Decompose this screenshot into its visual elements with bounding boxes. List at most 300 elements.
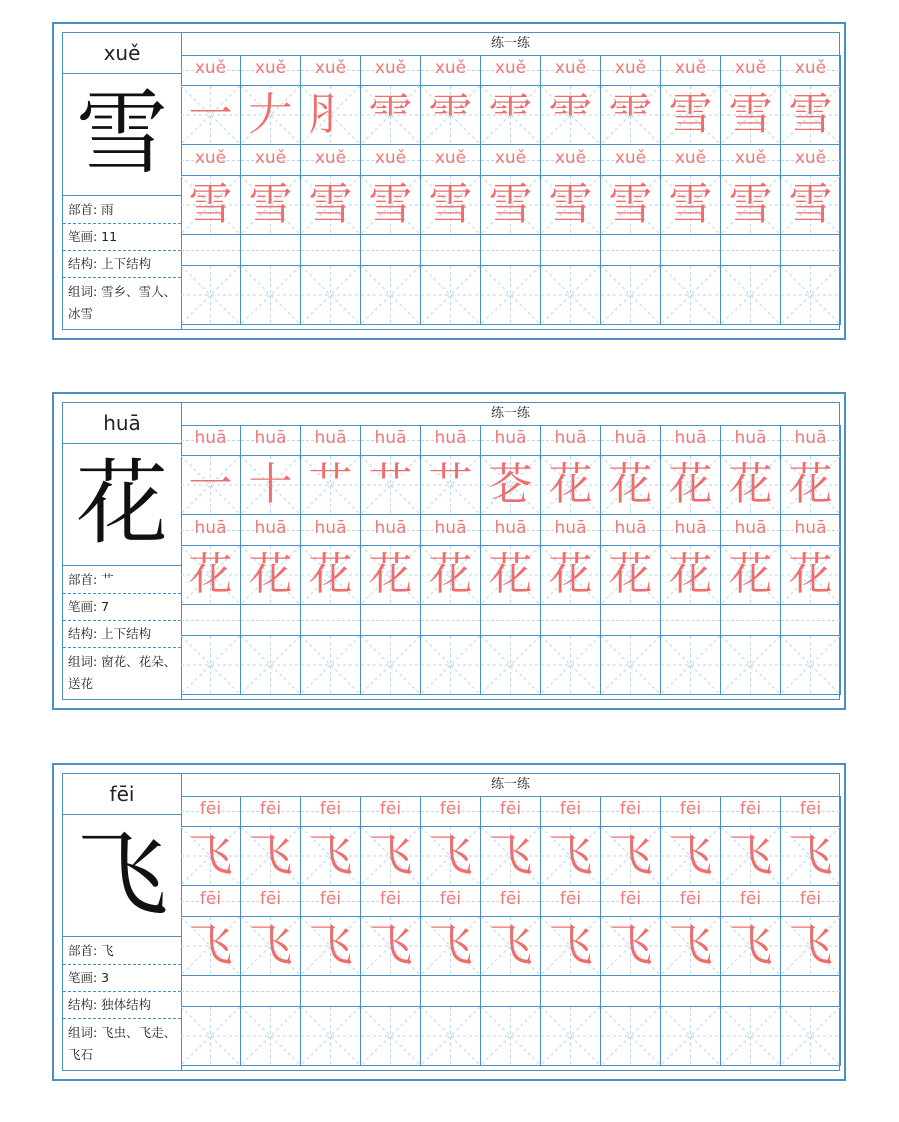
pinyin-cell[interactable] [241,235,301,265]
trace-character: 雪 [788,179,833,230]
trace-character: 雪 [668,89,713,140]
writing-cell [181,455,241,515]
writing-cell[interactable] [481,265,541,325]
pinyin-cell [421,796,481,826]
trace-pinyin: fēi [799,889,822,909]
pinyin-cell [781,886,841,916]
character-info-panel [62,773,182,1071]
guide-lines [181,636,240,694]
pinyin-cell [721,55,781,85]
trace-pinyin: fēi [259,889,282,909]
guide-lines [781,1007,840,1065]
trace-character: 花 [728,459,773,510]
writing-cell[interactable] [661,635,721,695]
trace-character: 花 [788,459,833,510]
writing-cell[interactable] [301,635,361,695]
writing-cell[interactable] [721,265,781,325]
trace-pinyin: huā [254,428,287,448]
trace-character: 飞 [188,920,233,971]
word-examples: 组词: 飞虫、飞走、飞石 [68,1025,177,1062]
writing-cell [421,455,481,515]
trace-character: 雪 [608,179,653,230]
pinyin-cell[interactable] [421,235,481,265]
writing-cell[interactable] [721,1006,781,1066]
pinyin-cell[interactable] [781,976,841,1006]
writing-cell [481,826,541,886]
writing-cell [541,175,601,235]
pinyin-cell [181,425,241,455]
writing-cell [541,85,601,145]
guide-lines [481,636,540,694]
writing-cell [181,826,241,886]
pinyin-cell [661,55,721,85]
writing-cell [781,916,841,976]
pinyin-cell [781,425,841,455]
writing-cell [781,826,841,886]
writing-cell [661,826,721,886]
pinyin-cell [241,886,301,916]
trace-character: 飞 [248,920,293,971]
trace-character: 飞 [368,920,413,971]
writing-cell [301,455,361,515]
pinyin-cell [541,515,601,545]
writing-cell[interactable] [781,265,841,325]
word-examples: 组词: 雪乡、雪人、冰雪 [68,284,177,321]
pinyin-cell[interactable] [721,605,781,635]
pinyin-cell[interactable] [481,976,541,1006]
pinyin-cell [781,796,841,826]
trace-pinyin: xuě [374,58,407,78]
trace-character: 雪 [368,179,413,230]
trace-pinyin: fēi [559,799,582,819]
pinyin-cell[interactable] [181,976,241,1006]
pinyin-cell [301,886,361,916]
trace-pinyin: xuě [254,58,287,78]
structure-info: 结构: 独体结构 [63,991,181,1019]
writing-cell[interactable] [421,265,481,325]
trace-pinyin: huā [494,428,527,448]
trace-character: 艹 [428,459,473,510]
writing-cell[interactable] [301,265,361,325]
pinyin-cell[interactable] [541,605,601,635]
pinyin-cell[interactable] [361,605,421,635]
pinyin-cell[interactable] [601,235,661,265]
pinyin-cell [721,515,781,545]
writing-cell [601,85,661,145]
writing-cell[interactable] [241,265,301,325]
guide-lines [241,1007,300,1065]
character-card [52,22,846,340]
trace-character: 一 [188,89,233,140]
pinyin-cell [301,796,361,826]
model-character: 飞 [63,814,181,937]
guide-lines [421,1007,480,1065]
pinyin-cell[interactable] [241,976,301,1006]
pinyin-cell[interactable] [661,605,721,635]
trace-pinyin: huā [734,428,767,448]
guide-lines [241,636,300,694]
writing-cell [541,826,601,886]
writing-cell [481,545,541,605]
pinyin-cell [661,425,721,455]
trace-character: 一 [188,459,233,510]
pinyin-cell [601,796,661,826]
trace-character: ⻗ [608,89,653,140]
trace-pinyin: huā [554,518,587,538]
writing-cell [361,826,421,886]
trace-pinyin: fēi [319,889,342,909]
trace-character: 雪 [428,179,473,230]
trace-pinyin: xuě [734,58,767,78]
pinyin-label: huā [63,403,181,444]
trace-character: 花 [668,549,713,600]
trace-pinyin: xuě [554,58,587,78]
writing-cell[interactable] [781,635,841,695]
pinyin-cell [241,145,301,175]
trace-pinyin: xuě [614,148,647,168]
stroke-count-info: 笔画: 3 [63,964,181,992]
pinyin-cell[interactable] [241,605,301,635]
pinyin-cell [421,886,481,916]
pinyin-cell[interactable] [361,976,421,1006]
writing-cell [661,545,721,605]
model-character: 雪 [63,73,181,196]
writing-cell [721,826,781,886]
trace-pinyin: huā [314,428,347,448]
writing-cell[interactable] [361,1006,421,1066]
trace-pinyin: huā [194,428,227,448]
trace-pinyin: xuě [734,148,767,168]
pinyin-cell[interactable] [481,605,541,635]
writing-cell[interactable] [601,265,661,325]
guide-lines [781,636,840,694]
pinyin-cell [361,515,421,545]
pinyin-cell [481,55,541,85]
trace-pinyin: fēi [499,799,522,819]
pinyin-label: xuě [63,33,181,74]
trace-character: 雪 [488,179,533,230]
radical-info: 部首: 雨 [63,196,181,224]
writing-cell [601,545,661,605]
pinyin-cell[interactable] [601,605,661,635]
writing-cell [181,916,241,976]
pinyin-cell [481,145,541,175]
trace-character: 雪 [188,179,233,230]
pinyin-cell [241,55,301,85]
pinyin-cell [301,515,361,545]
writing-cell [421,916,481,976]
pinyin-cell[interactable] [781,235,841,265]
writing-cell [781,175,841,235]
trace-pinyin: xuě [254,148,287,168]
pinyin-cell[interactable] [661,235,721,265]
writing-cell [241,826,301,886]
writing-cell [361,545,421,605]
pinyin-cell [601,145,661,175]
trace-character: 花 [248,549,293,600]
writing-cell[interactable] [361,635,421,695]
trace-character: 飞 [668,920,713,971]
practice-grid [182,402,840,700]
trace-pinyin: fēi [559,889,582,909]
writing-cell[interactable] [361,265,421,325]
pinyin-cell[interactable] [721,976,781,1006]
trace-pinyin: fēi [199,799,222,819]
writing-cell [421,545,481,605]
pinyin-cell [601,55,661,85]
trace-pinyin: huā [734,518,767,538]
writing-cell[interactable] [541,635,601,695]
writing-cell[interactable] [781,1006,841,1066]
guide-lines [481,1007,540,1065]
writing-cell [781,545,841,605]
pinyin-cell[interactable] [181,605,241,635]
guide-lines [181,266,240,324]
trace-pinyin: xuě [494,58,527,78]
writing-cell [241,545,301,605]
trace-pinyin: fēi [679,889,702,909]
pinyin-cell[interactable] [481,235,541,265]
practice-grid [182,773,840,1071]
writing-cell[interactable] [541,265,601,325]
guide-lines [721,1007,780,1065]
pinyin-cell [721,145,781,175]
pinyin-cell [781,55,841,85]
pinyin-cell [301,55,361,85]
trace-character: 飞 [548,920,593,971]
trace-pinyin: fēi [439,799,462,819]
writing-cell [721,916,781,976]
writing-cell [301,545,361,605]
writing-cell [541,916,601,976]
model-character: 花 [63,443,181,566]
trace-pinyin: xuě [314,58,347,78]
writing-cell[interactable] [421,1006,481,1066]
guide-lines [361,1007,420,1065]
trace-character: 飞 [368,830,413,881]
pinyin-cell [601,425,661,455]
writing-cell [181,545,241,605]
trace-character: 飞 [728,920,773,971]
trace-character: ⻗ [368,89,413,140]
pinyin-cell [601,886,661,916]
trace-character: 飞 [668,830,713,881]
pinyin-cell [481,425,541,455]
pinyin-cell[interactable] [361,235,421,265]
trace-character: 花 [608,549,653,600]
writing-cell [601,916,661,976]
guide-lines [421,266,480,324]
pinyin-cell [661,145,721,175]
writing-cell[interactable] [181,1006,241,1066]
pinyin-cell [421,425,481,455]
trace-pinyin: huā [554,428,587,448]
character-info-panel [62,402,182,700]
writing-cell[interactable] [181,265,241,325]
pinyin-cell [361,886,421,916]
trace-character: ⻗ [548,89,593,140]
writing-cell[interactable] [241,1006,301,1066]
trace-pinyin: fēi [199,889,222,909]
writing-cell[interactable] [421,635,481,695]
trace-character: 飞 [728,830,773,881]
guide-lines [241,266,300,324]
writing-cell[interactable] [601,635,661,695]
pinyin-cell [241,796,301,826]
writing-cell [601,826,661,886]
writing-cell [481,455,541,515]
pinyin-cell[interactable] [541,235,601,265]
writing-cell[interactable] [661,265,721,325]
pinyin-cell[interactable] [301,605,361,635]
pinyin-cell [541,55,601,85]
guide-lines [541,266,600,324]
trace-pinyin: xuě [794,58,827,78]
pinyin-cell[interactable] [301,976,361,1006]
trace-pinyin: huā [674,518,707,538]
trace-pinyin: huā [434,428,467,448]
pinyin-cell[interactable] [721,235,781,265]
trace-pinyin: xuě [194,148,227,168]
guide-lines [661,1007,720,1065]
guide-lines [661,266,720,324]
trace-character: 飞 [488,830,533,881]
writing-cell[interactable] [661,1006,721,1066]
pinyin-cell [481,886,541,916]
writing-cell[interactable] [241,635,301,695]
trace-character: 花 [308,549,353,600]
trace-pinyin: xuě [614,58,647,78]
pinyin-cell[interactable] [181,235,241,265]
pinyin-cell[interactable] [601,976,661,1006]
trace-character: 花 [368,549,413,600]
trace-character: 花 [728,549,773,600]
trace-character: 飞 [428,830,473,881]
pinyin-cell [181,55,241,85]
guide-lines [541,636,600,694]
writing-cell [661,916,721,976]
trace-pinyin: fēi [379,799,402,819]
writing-cell[interactable] [601,1006,661,1066]
trace-pinyin: huā [434,518,467,538]
writing-cell [241,85,301,145]
trace-character: 艹 [368,459,413,510]
guide-lines [721,266,780,324]
stroke-count-info: 笔画: 11 [63,223,181,251]
pinyin-cell[interactable] [541,976,601,1006]
trace-pinyin: fēi [259,799,282,819]
pinyin-cell[interactable] [301,235,361,265]
trace-pinyin: fēi [499,889,522,909]
trace-character: 花 [488,549,533,600]
pinyin-label: fēi [63,774,181,815]
writing-cell [601,455,661,515]
writing-cell [721,545,781,605]
pinyin-cell [361,796,421,826]
trace-pinyin: xuě [674,58,707,78]
trace-pinyin: huā [194,518,227,538]
pinyin-cell [421,145,481,175]
guide-lines [181,1007,240,1065]
trace-character: 飞 [308,830,353,881]
trace-character: 飞 [788,830,833,881]
writing-cell[interactable] [541,1006,601,1066]
writing-cell[interactable] [481,1006,541,1066]
character-info-panel [62,32,182,330]
guide-lines [601,1007,660,1065]
writing-cell [541,545,601,605]
pinyin-cell [361,425,421,455]
writing-cell[interactable] [481,635,541,695]
pinyin-cell[interactable] [781,605,841,635]
trace-pinyin: huā [374,428,407,448]
trace-pinyin: huā [614,428,647,448]
trace-character: 飞 [608,920,653,971]
pinyin-cell[interactable] [421,605,481,635]
trace-character: 花 [788,549,833,600]
trace-character: 花 [668,459,713,510]
pinyin-cell [601,515,661,545]
pinyin-cell[interactable] [421,976,481,1006]
writing-cell [661,455,721,515]
pinyin-cell [721,886,781,916]
pinyin-cell [721,796,781,826]
writing-cell[interactable] [181,635,241,695]
word-examples: 组词: 窗花、花朵、送花 [68,654,177,691]
trace-pinyin: fēi [379,889,402,909]
pinyin-cell [661,796,721,826]
writing-cell [781,85,841,145]
trace-pinyin: huā [374,518,407,538]
trace-pinyin: xuě [434,58,467,78]
trace-character: 雪 [548,179,593,230]
writing-cell[interactable] [721,635,781,695]
guide-lines [301,1007,360,1065]
radical-info: 部首: 艹 [63,566,181,594]
writing-cell [241,455,301,515]
writing-cell [721,85,781,145]
writing-cell [481,175,541,235]
writing-cell[interactable] [301,1006,361,1066]
trace-pinyin: huā [614,518,647,538]
writing-cell [301,85,361,145]
writing-cell [361,455,421,515]
writing-cell [361,175,421,235]
writing-cell [181,85,241,145]
writing-cell [421,826,481,886]
pinyin-cell [781,515,841,545]
pinyin-cell [661,515,721,545]
trace-character: 雪 [788,89,833,140]
guide-lines [541,1007,600,1065]
trace-character: ⻗ [488,89,533,140]
pinyin-cell [421,55,481,85]
trace-pinyin: xuě [194,58,227,78]
pinyin-cell [661,886,721,916]
trace-character: 飞 [548,830,593,881]
trace-character: 飞 [608,830,653,881]
writing-cell [241,175,301,235]
pinyin-cell [301,425,361,455]
trace-pinyin: xuě [314,148,347,168]
pinyin-cell [181,796,241,826]
practice-grid [182,32,840,330]
trace-character: 雪 [248,179,293,230]
trace-pinyin: xuě [374,148,407,168]
writing-cell [481,916,541,976]
trace-pinyin: xuě [674,148,707,168]
pinyin-cell[interactable] [661,976,721,1006]
